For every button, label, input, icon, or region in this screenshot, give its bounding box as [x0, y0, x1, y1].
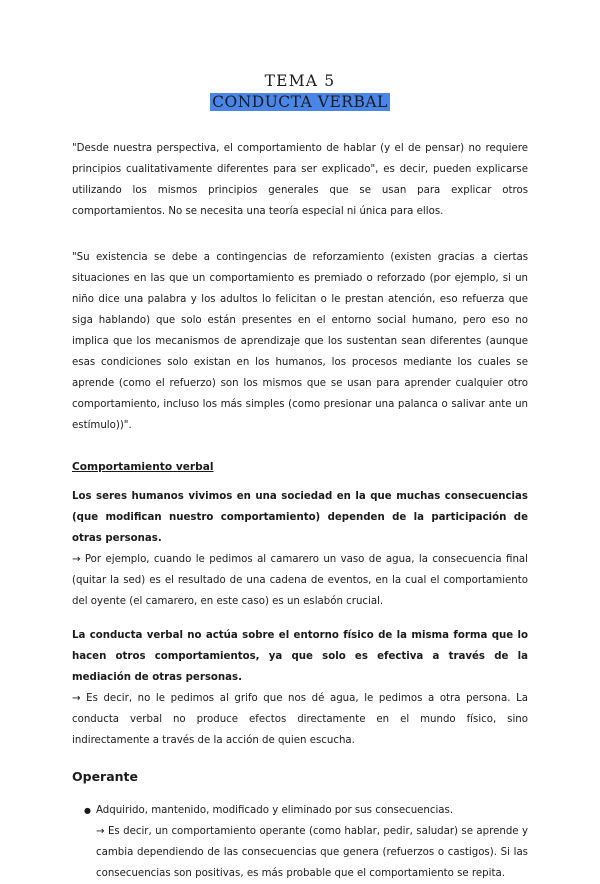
reinforcement-paragraph: "Su existencia se debe a contingencias de reforzamiento (existen gracias a ciertas situaciones en las que un comportamiento es premiado o reforzado (por ejemplo, si un niño dice una palabra y los adultos lo felicitan o le prestan atención, eso refuerza que siga hablando) que solo están presentes en el entorno social humano, pero eso no implica que los mecanismos de aprendizaje que los sustentan sean diferentes (aunque esas condiciones solo existan en los humanos, los procesos mediante los cuales se aprende (como el refuerzo) son los mismos que se usan para aprender cualquier otro comportamiento, incluso los más simples (como presionar una palanca o salivar ante un estímulo))". [72, 252, 528, 431]
section-heading-verbal-behavior: Comportamiento verbal [72, 461, 214, 473]
intro-paragraph: "Desde nuestra perspectiva, el comportamiento de hablar (y el de pensar) no requiere principios cualitativamente diferentes para ser explicado", es decir, pueden explicarse utilizando los mismos principios generales que se usan para explicar otros comportamientos. No se necesita una teoría especial ni única para ellos. [72, 143, 528, 217]
verbal-block-2 [72, 625, 528, 751]
verbal-block-2-text: → Es decir, no le pedimos al grifo que nos dé agua, le pedimos a otra persona. La conducta verbal no produce efectos directamente en el mundo físico, sino indirectamente a través de la acción de quien escucha. [72, 693, 528, 746]
document-page [72, 70, 528, 884]
bullet-icon: ● [84, 806, 91, 815]
topic-name-title-highlighted: CONDUCTA VERBAL [212, 93, 388, 111]
list-item-line: Adquirido, mantenido, modificado y eliminado por sus consecuencias. [96, 805, 454, 816]
topic-number-title: TEMA 5 [264, 72, 336, 90]
section-heading-operant: Operante [72, 769, 139, 784]
verbal-block-1-bold: Los seres humanos vivimos en una sociedad en la que muchas consecuencias (que modifican nuestro comportamiento) dependen de la participación de otras personas. [72, 491, 528, 544]
list-item [84, 800, 528, 884]
title-block [72, 70, 528, 111]
verbal-block-2-bold: La conducta verbal no actúa sobre el entorno físico de la misma forma que lo hacen otros comportamientos, ya que solo es efectiva a través de la mediación de otras personas. [72, 630, 528, 683]
verbal-block-1 [72, 486, 528, 612]
verbal-block-1-text: → Por ejemplo, cuando le pedimos al camarero un vaso de agua, la consecuencia final (quitar la sed) es el resultado de una cadena de eventos, en la cual el comportamiento del oyente (el camarero, en este caso) es un eslabón crucial. [72, 554, 528, 607]
operant-list [72, 800, 528, 884]
list-item-detail: → Es decir, un comportamiento operante (como hablar, pedir, saludar) se aprende y cambia dependiendo de las consecuencias que genera (refuerzos o castigos). Si las consecuencias son positivas, es más probable que el comportamiento se repita. [96, 826, 528, 879]
